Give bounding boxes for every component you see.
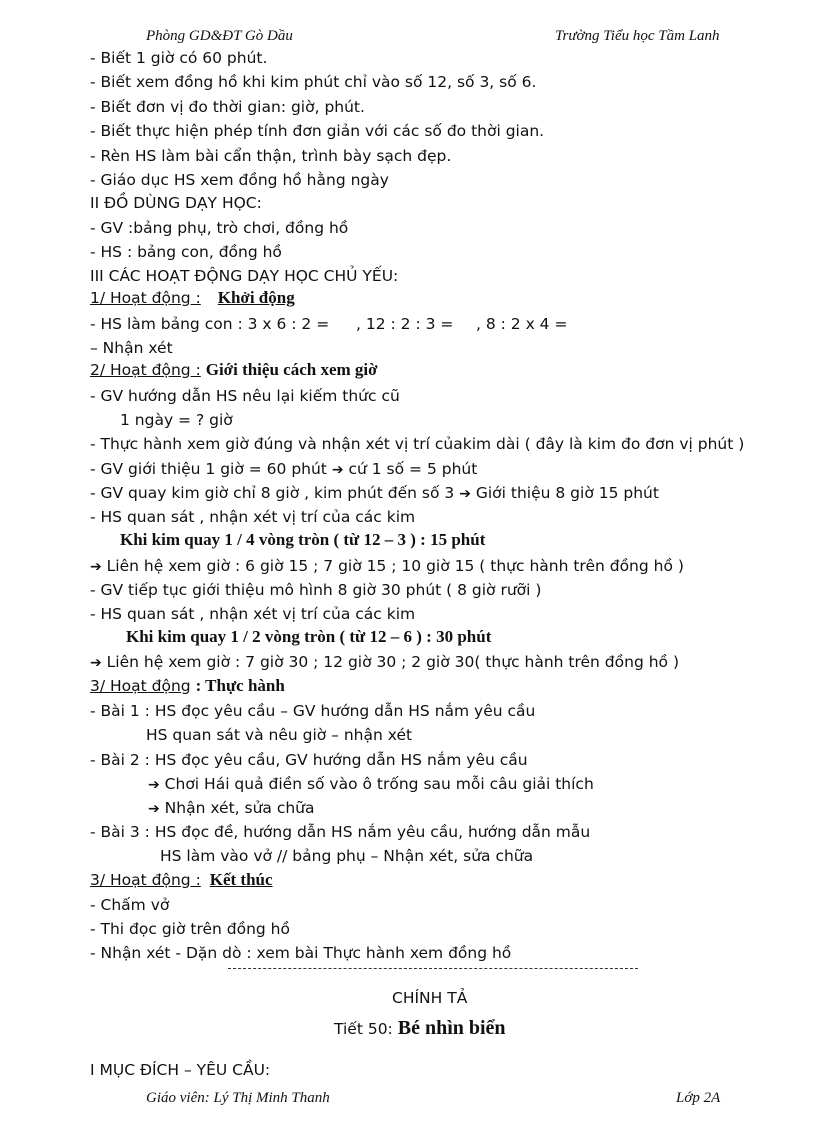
text-line: - HS quan sát , nhận xét vị trí của các kim <box>90 508 416 526</box>
text-segment: Liên hệ xem giờ : 6 giờ 15 ; 7 giờ 15 ; 10 giờ 15 ( thực hành trên đồng hồ ) <box>106 557 684 575</box>
text-line <box>90 483 659 504</box>
text-line: - Biết thực hiện phép tính đơn giản với các số đo thời gian. <box>90 122 545 140</box>
section-heading: III CÁC HOẠT ĐỘNG DẠY HỌC CHỦ YẾU: <box>90 267 399 285</box>
lesson-title: Bé nhìn biển <box>397 1017 506 1039</box>
text-line <box>90 314 568 334</box>
text-segment: Liên hệ xem giờ : 7 giờ 30 ; 12 giờ 30 ; 2 giờ 30( thực hành trên đồng hồ ) <box>106 653 679 671</box>
text-segment: - GV quay kim giờ chỉ 8 giờ , kim phút đến số 3 <box>90 484 455 502</box>
arrow-right-icon: ➔ <box>148 777 160 793</box>
text-line: - GV tiếp tục giới thiệu mô hình 8 giờ 30 phút ( 8 giờ rưỡi ) <box>90 581 542 599</box>
text-line: - Biết xem đồng hồ khi kim phút chỉ vào số 12, số 3, số 6. <box>90 73 537 91</box>
activity-label: 2/ Hoạt động : <box>90 361 201 379</box>
activity-title: Giới thiệu cách xem giờ <box>205 360 378 379</box>
section-heading: I MỤC ĐÍCH – YÊU CẦU: <box>90 1061 271 1079</box>
activity-title: Kết thúc <box>209 870 273 889</box>
activity-label: 1/ Hoạt động : <box>90 289 201 307</box>
text-line: - Bài 1 : HS đọc yêu cầu – GV hướng dẫn HS nắm yêu cầu <box>90 702 536 720</box>
header-school-name: Trường Tiểu học Tầm Lanh <box>555 28 720 44</box>
text-line: - Bài 2 : HS đọc yêu cầu, GV hướng dẫn HS nắm yêu cầu <box>90 751 528 769</box>
key-point: Khi kim quay 1 / 4 vòng tròn ( từ 12 – 3 ) : 15 phút <box>120 530 486 549</box>
arrow-right-icon: ➔ <box>148 801 160 817</box>
activity-4-heading <box>90 870 273 890</box>
exercise-1: - HS làm bảng con : 3 x 6 : 2 = <box>90 315 330 333</box>
text-line: - Thi đọc giờ trên đồng hồ <box>90 920 290 938</box>
text-line: - GV hướng dẫn HS nêu lại kiếm thức cũ <box>90 387 400 405</box>
text-line: - GV :bảng phụ, trò chơi, đồng hồ <box>90 219 349 237</box>
text-segment: cứ 1 số = 5 phút <box>348 460 478 478</box>
text-line: – Nhận xét <box>90 339 173 357</box>
text-line: - Thực hành xem giờ đúng và nhận xét vị trí củakim dài ( đây là kim đo đơn vị phút ) <box>90 435 745 453</box>
activity-title: : Thực hành <box>195 676 285 695</box>
text-line <box>90 652 679 673</box>
text-line <box>90 556 684 577</box>
activity-1-heading <box>90 288 295 308</box>
text-line: - Giáo dục HS xem đồng hồ hằng ngày <box>90 171 389 189</box>
section-heading: II ĐỒ DÙNG DẠY HỌC: <box>90 194 262 212</box>
section-divider <box>228 968 638 969</box>
exercise-3: , 8 : 2 x 4 = <box>476 315 568 333</box>
exercise-2: , 12 : 2 : 3 = <box>356 315 454 333</box>
arrow-right-icon: ➔ <box>459 486 471 502</box>
text-line: 1 ngày = ? giờ <box>120 411 233 429</box>
text-line <box>148 798 315 819</box>
text-line <box>90 459 477 480</box>
activity-title: Khởi động <box>217 288 295 307</box>
arrow-right-icon: ➔ <box>90 655 102 671</box>
activity-3-heading <box>90 676 285 696</box>
lesson-heading <box>334 1016 506 1041</box>
text-line: - HS quan sát , nhận xét vị trí của các kim <box>90 605 416 623</box>
footer-class: Lớp 2A <box>676 1090 721 1106</box>
subject-title: CHÍNH TẢ <box>392 989 468 1007</box>
text-segment: Nhận xét, sửa chữa <box>164 799 315 817</box>
text-line: - Chấm vở <box>90 896 170 914</box>
text-line: - HS : bảng con, đồng hồ <box>90 243 282 261</box>
text-line: - Nhận xét - Dặn dò : xem bài Thực hành xem đồng hồ <box>90 944 512 962</box>
footer-teacher: Giáo viên: Lý Thị Minh Thanh <box>146 1090 330 1106</box>
text-segment: Chơi Hái quả điền số vào ô trống sau mỗi câu giải thích <box>164 775 594 793</box>
text-line: - Biết đơn vị đo thời gian: giờ, phút. <box>90 98 365 116</box>
activity-2-heading <box>90 360 378 380</box>
arrow-right-icon: ➔ <box>331 462 344 478</box>
activity-label: 3/ Hoạt động <box>90 677 191 695</box>
header-school-office: Phòng GD&ĐT Gò Dầu <box>146 28 293 44</box>
text-line: HS làm vào vở // bảng phụ – Nhận xét, sửa chữa <box>160 847 534 865</box>
key-point: Khi kim quay 1 / 2 vòng tròn ( từ 12 – 6 ) : 30 phút <box>126 627 492 646</box>
text-line: - Rèn HS làm bài cẩn thận, trình bày sạch đẹp. <box>90 147 452 165</box>
text-segment: - GV giới thiệu 1 giờ = 60 phút <box>90 460 327 478</box>
text-line: - Biết 1 giờ có 60 phút. <box>90 49 268 67</box>
text-line: HS quan sát và nêu giờ – nhận xét <box>146 726 413 744</box>
text-line: - Bài 3 : HS đọc đề, hướng dẫn HS nắm yêu cầu, hướng dẫn mẫu <box>90 823 591 841</box>
activity-label: 3/ Hoạt động : <box>90 871 201 889</box>
arrow-right-icon: ➔ <box>90 559 102 575</box>
text-segment: Giới thiệu 8 giờ 15 phút <box>475 484 659 502</box>
text-line <box>148 774 594 795</box>
lesson-number: Tiết 50: <box>334 1020 393 1038</box>
